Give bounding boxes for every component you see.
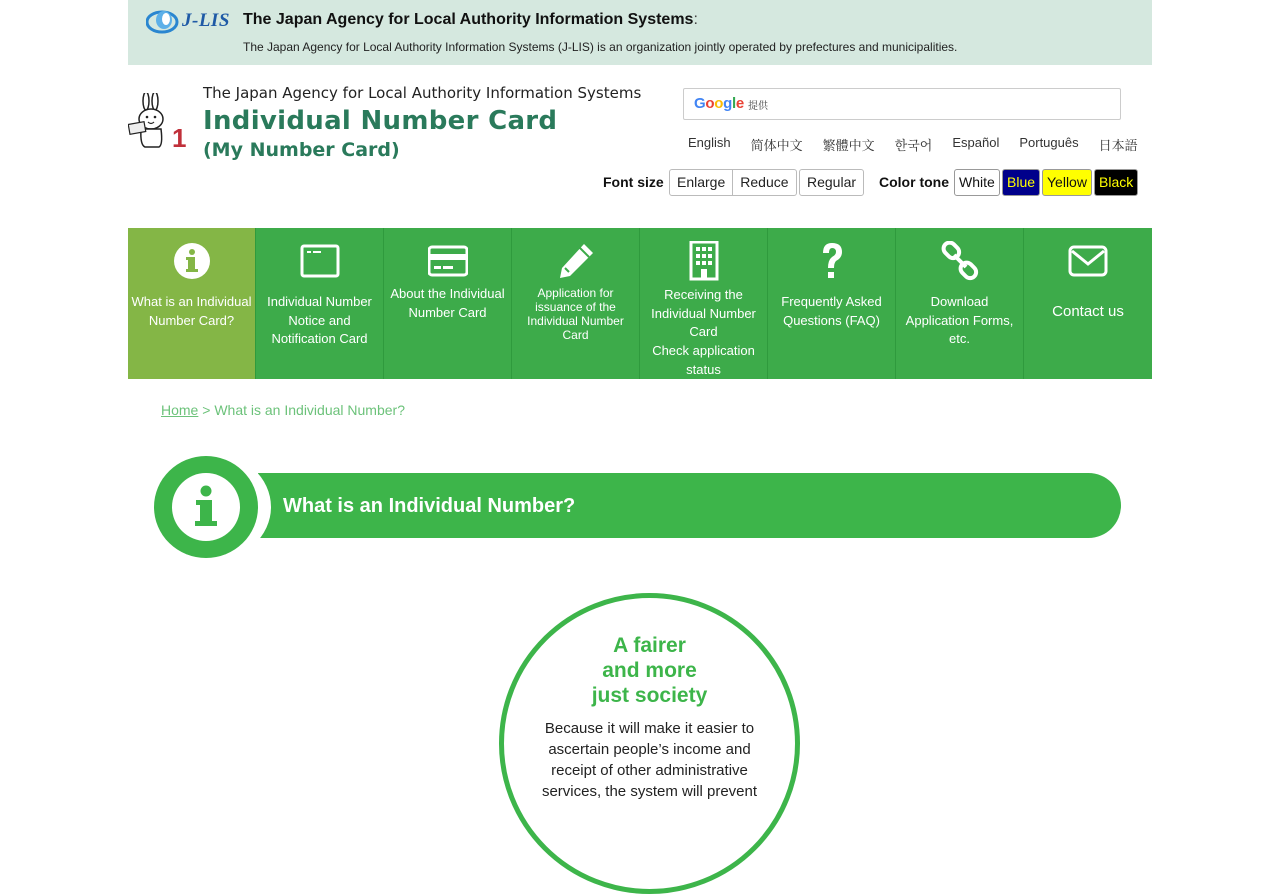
info-icon [171, 473, 241, 541]
page-title: What is an Individual Number? [283, 495, 576, 517]
svg-text:1: 1 [172, 123, 186, 151]
nav-label-secondary: Check application status [652, 343, 755, 377]
building-icon [684, 241, 724, 281]
page-heading-bar [258, 473, 1121, 538]
nav-notice-card[interactable] [256, 228, 384, 379]
nav-contact[interactable] [1024, 228, 1152, 379]
lang-portuguese[interactable]: Português [1019, 135, 1079, 150]
main-nav [128, 228, 1152, 379]
link-icon [940, 241, 980, 281]
tone-white-button[interactable]: White [954, 169, 1000, 196]
font-size-label: Font size [603, 174, 664, 190]
heading-icon-circle [154, 456, 258, 558]
tone-yellow-button[interactable]: Yellow [1042, 169, 1092, 196]
card-outline-icon [300, 241, 340, 281]
agency-title-colon: : [693, 11, 698, 28]
agency-title-text: The Japan Agency for Local Authority Information Systems [243, 11, 694, 28]
lang-japanese[interactable]: 日本語 [1098, 138, 1138, 153]
nav-label: About the Individual Number Card [390, 286, 505, 320]
question-icon [812, 241, 852, 281]
site-org-name: The Japan Agency for Local Authority Information Systems [203, 84, 642, 102]
nav-label: Download Application Forms, etc. [905, 294, 1014, 346]
lang-english[interactable]: English [688, 135, 731, 150]
nav-label: Receiving the Individual Number Card [651, 287, 756, 339]
card-title-line-2: and more [602, 659, 697, 682]
agency-banner [128, 0, 1152, 65]
search-input[interactable] [779, 92, 1109, 116]
nav-label: Contact us [1052, 303, 1124, 320]
site-search[interactable] [683, 88, 1121, 120]
language-selector [678, 135, 1148, 154]
nav-label: Individual Number Notice and Notification Card [267, 294, 372, 346]
card-title-line-3: just society [591, 684, 708, 707]
credit-card-icon [428, 241, 468, 281]
lang-traditional-chinese[interactable]: 繁體中文 [822, 138, 875, 153]
google-logo: Google [694, 95, 744, 112]
site-title[interactable]: Individual Number Card [203, 106, 558, 136]
lang-spanish[interactable]: Español [952, 135, 1000, 150]
nav-application[interactable] [512, 228, 640, 379]
agency-title [243, 11, 698, 29]
nav-receiving[interactable] [640, 228, 768, 379]
tone-black-button[interactable]: Black [1094, 169, 1138, 196]
info-icon [172, 241, 212, 281]
jlis-logo-text: J-LIS [182, 10, 230, 31]
agency-description: The Japan Agency for Local Authority Information Systems (J-LIS) is an organization jointly operated by prefectures and municipalities. [243, 40, 958, 54]
lang-korean[interactable]: 한국어 [894, 138, 933, 153]
font-size-buttons [669, 169, 797, 196]
breadcrumb-home-link[interactable]: Home [161, 402, 199, 418]
color-tone-label: Color tone [879, 174, 949, 190]
regular-size-button[interactable]: Regular [799, 169, 864, 196]
site-subtitle: (My Number Card) [203, 139, 400, 161]
nav-label: Frequently Asked Questions (FAQ) [781, 294, 882, 328]
pencil-icon [556, 241, 596, 281]
nav-download[interactable] [896, 228, 1024, 379]
card-title [504, 633, 795, 708]
breadcrumb-separator: > [202, 402, 211, 418]
nav-about-card[interactable] [384, 228, 512, 379]
reduce-button[interactable]: Reduce [740, 174, 789, 190]
envelope-icon [1068, 241, 1108, 281]
lang-simplified-chinese[interactable]: 简体中文 [750, 138, 803, 153]
search-provided-label: 提供 [748, 101, 768, 112]
nav-what-is-card[interactable] [128, 228, 256, 379]
card-text: Because it will make it easier to ascertain people’s income and receipt of other administrative services, the system will prevent [541, 720, 758, 800]
nav-label: What is an Individual Number Card? [131, 294, 252, 328]
enlarge-button[interactable]: Enlarge [670, 170, 733, 195]
tone-blue-button[interactable]: Blue [1002, 169, 1040, 196]
jlis-swirl-icon [146, 8, 182, 34]
card-title-line-1: A fairer [613, 634, 686, 657]
breadcrumb-current: What is an Individual Number? [214, 402, 405, 418]
breadcrumb [161, 402, 405, 418]
fairer-society-card [499, 593, 800, 894]
nav-label: Application for issuance of the Individual Number Card [527, 286, 624, 342]
jlis-logo[interactable] [146, 6, 234, 36]
nav-faq[interactable] [768, 228, 896, 379]
mynumber-mascot-logo[interactable] [128, 93, 186, 151]
